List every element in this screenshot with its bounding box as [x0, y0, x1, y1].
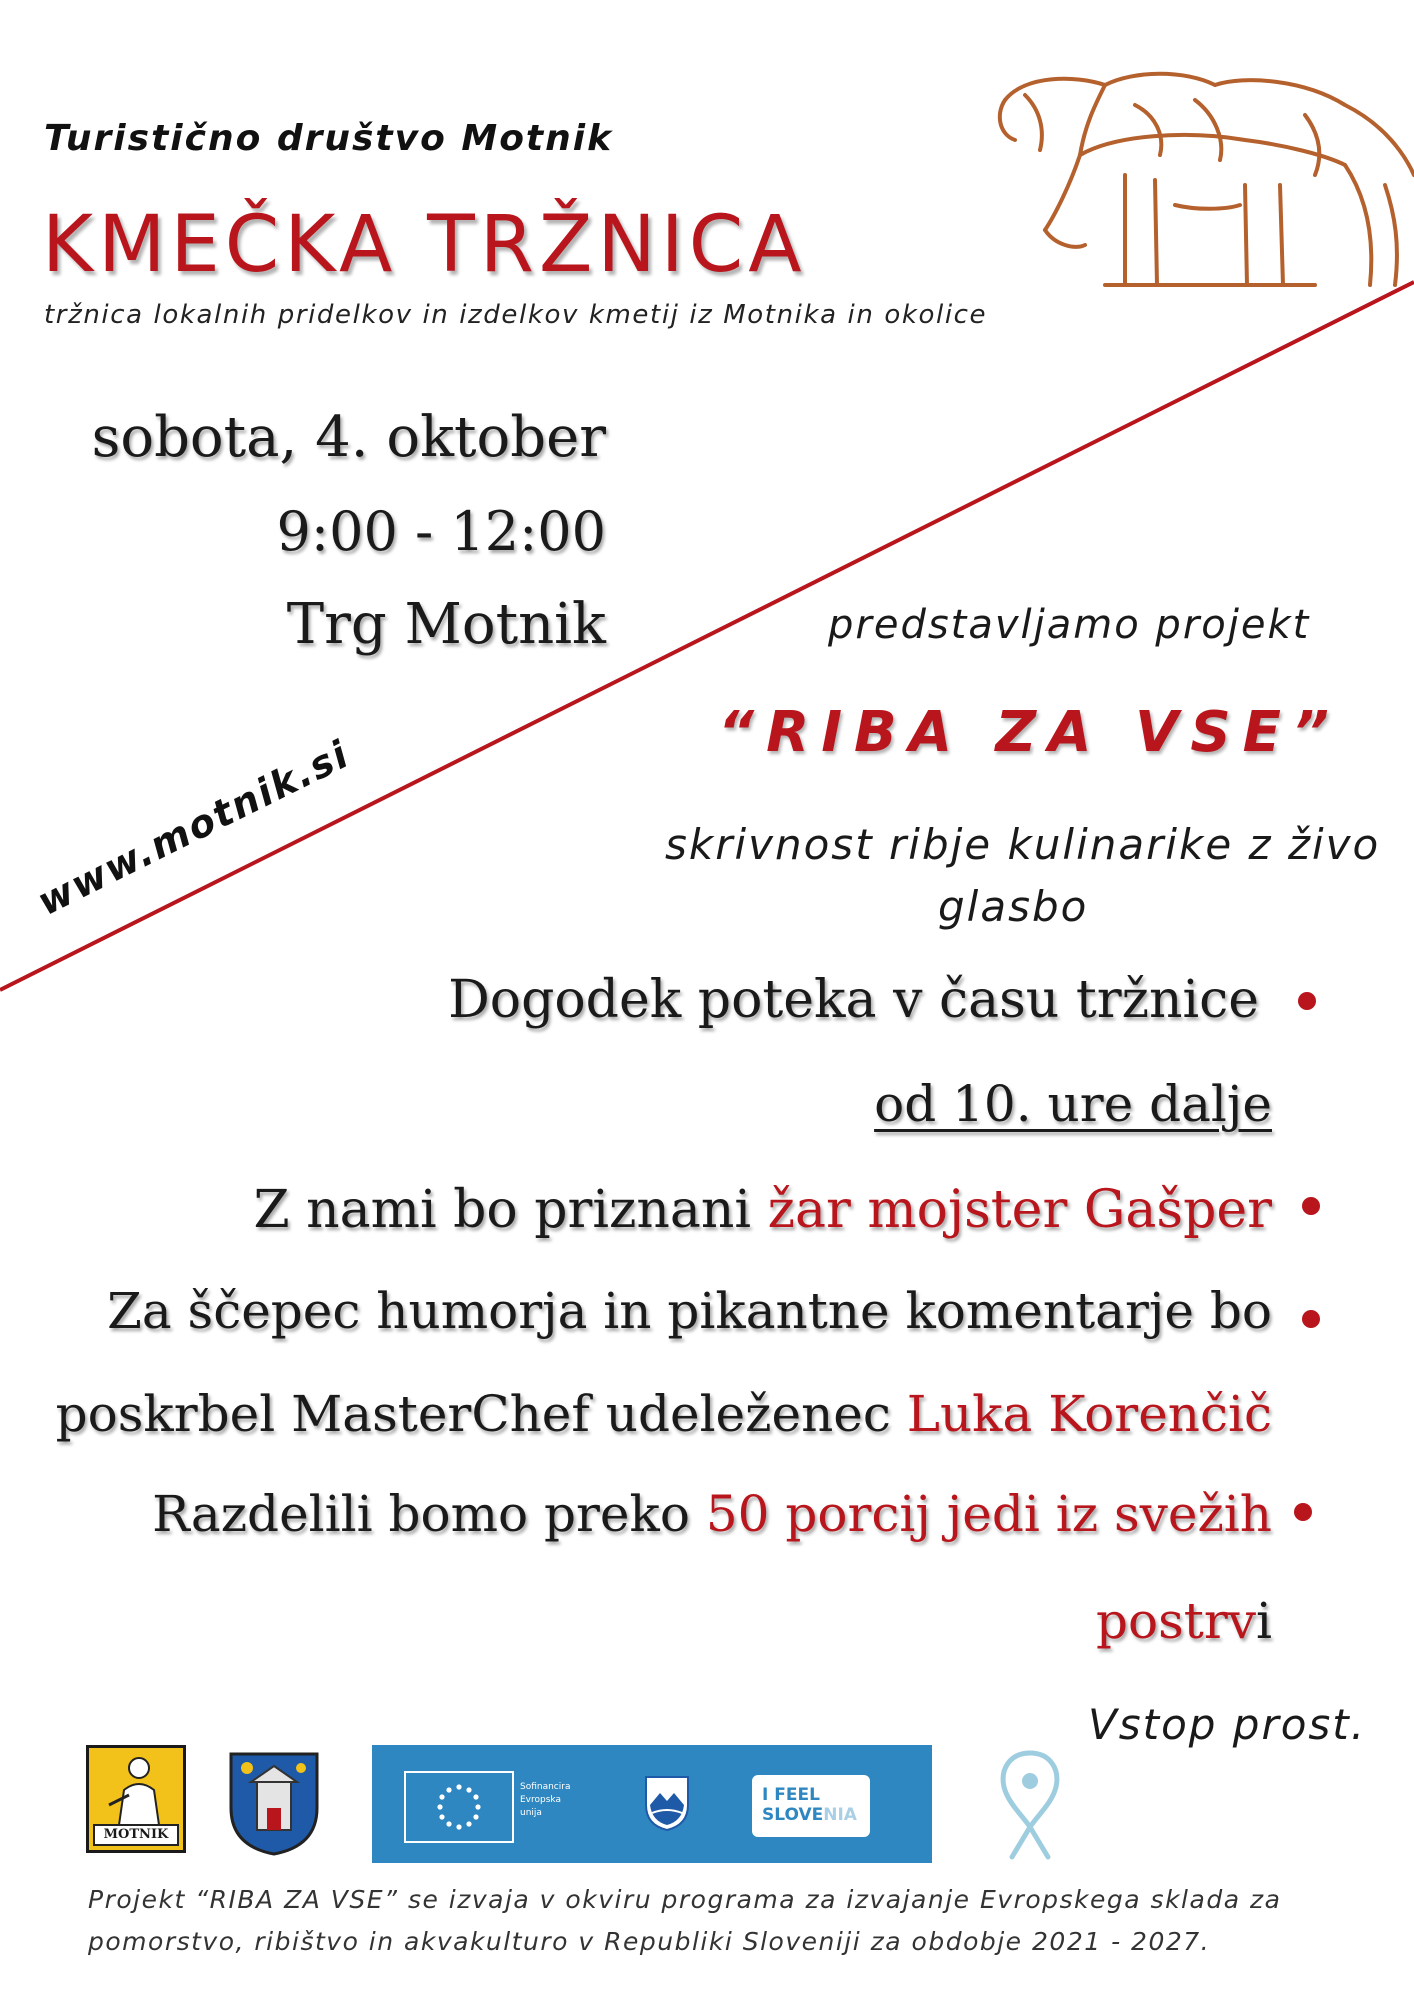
page-title: KMEČKA TRŽNICA — [42, 200, 807, 290]
slovenia-crest-icon — [642, 1773, 692, 1833]
bullet-1 — [1298, 992, 1316, 1010]
eu-text-3: unija — [520, 1808, 542, 1818]
detail-item-4-highlight-2: postrv — [1095, 1592, 1256, 1650]
figure-icon — [89, 1750, 183, 1830]
entry-free: Vstop prost. — [1088, 1700, 1367, 1749]
eu-stars-icon — [406, 1773, 512, 1841]
feel-line-2a: SLOVE — [762, 1805, 824, 1825]
organizer: Turistično društvo Motnik — [44, 118, 614, 159]
motnik-logo — [86, 1745, 186, 1853]
detail-time-text: od 10. ure dalje — [874, 1075, 1272, 1133]
eu-text-1: Sofinancira — [520, 1782, 571, 1792]
feel-line-1: I FEEL — [762, 1785, 820, 1805]
project-tagline-1: skrivnost ribje kulinarike z živo — [665, 820, 1381, 869]
feel-line-2b: NIA — [823, 1805, 857, 1825]
website-link[interactable]: www.motnik.si — [30, 731, 357, 924]
detail-item-3-highlight: Luka Korenčič — [906, 1385, 1272, 1443]
bullet-3 — [1302, 1310, 1320, 1328]
footer-line-2: pomorstvo, ribištvo in akvakulturo v Republiki Sloveniji za obdobje 2021 - 2027. — [88, 1927, 1211, 1956]
detail-item-1-time — [874, 1075, 1272, 1133]
bullet-2 — [1302, 1197, 1320, 1215]
location-pin-icon — [990, 1745, 1070, 1865]
eu-text-2: Evropska — [520, 1795, 561, 1805]
eu-funding-banner — [372, 1745, 932, 1863]
detail-item-4-prefix: Razdelili bomo preko — [152, 1485, 706, 1543]
detail-item-2 — [254, 1180, 1272, 1240]
footer-line-1: Projekt “RIBA ZA VSE” se izvaja v okviru programa za izvajanje Evropskega sklada za — [88, 1885, 1282, 1914]
subtitle: tržnica lokalnih pridelkov in izdelkov kmetij iz Motnika in okolice — [44, 300, 988, 330]
detail-item-4 — [152, 1485, 1272, 1543]
i-feel-slovenia-badge — [752, 1775, 870, 1837]
coat-of-arms-logo — [225, 1748, 323, 1858]
bullet-4 — [1294, 1503, 1312, 1521]
project-intro: predstavljamo projekt — [828, 602, 1311, 648]
eu-flag — [404, 1771, 514, 1843]
project-name: “RIBA ZA VSE” — [718, 700, 1341, 765]
project-tagline-2: glasbo — [938, 882, 1089, 931]
detail-item-4-suffix: i — [1256, 1592, 1272, 1650]
detail-item-3-line-1: Za ščepec humorja in pikantne komentarje bo — [107, 1282, 1272, 1340]
event-date: sobota, 4. oktober — [91, 405, 606, 470]
detail-item-1: Dogodek poteka v času tržnice — [448, 970, 1259, 1030]
detail-item-4-line-2 — [1096, 1592, 1272, 1650]
detail-item-2-highlight: žar mojster Gašper — [767, 1180, 1272, 1240]
detail-item-3-line-2 — [56, 1385, 1272, 1443]
detail-item-3-prefix: poskrbel MasterChef udeleženec — [55, 1385, 907, 1443]
event-place: Trg Motnik — [286, 592, 606, 657]
detail-item-2-prefix: Z nami bo priznani — [253, 1180, 768, 1240]
motnik-logo-label: MOTNIK — [93, 1824, 179, 1846]
detail-item-4-highlight: 50 porcij jedi iz svežih — [705, 1485, 1272, 1543]
sheep-illustration — [985, 45, 1414, 295]
event-time: 9:00 - 12:00 — [276, 500, 606, 563]
